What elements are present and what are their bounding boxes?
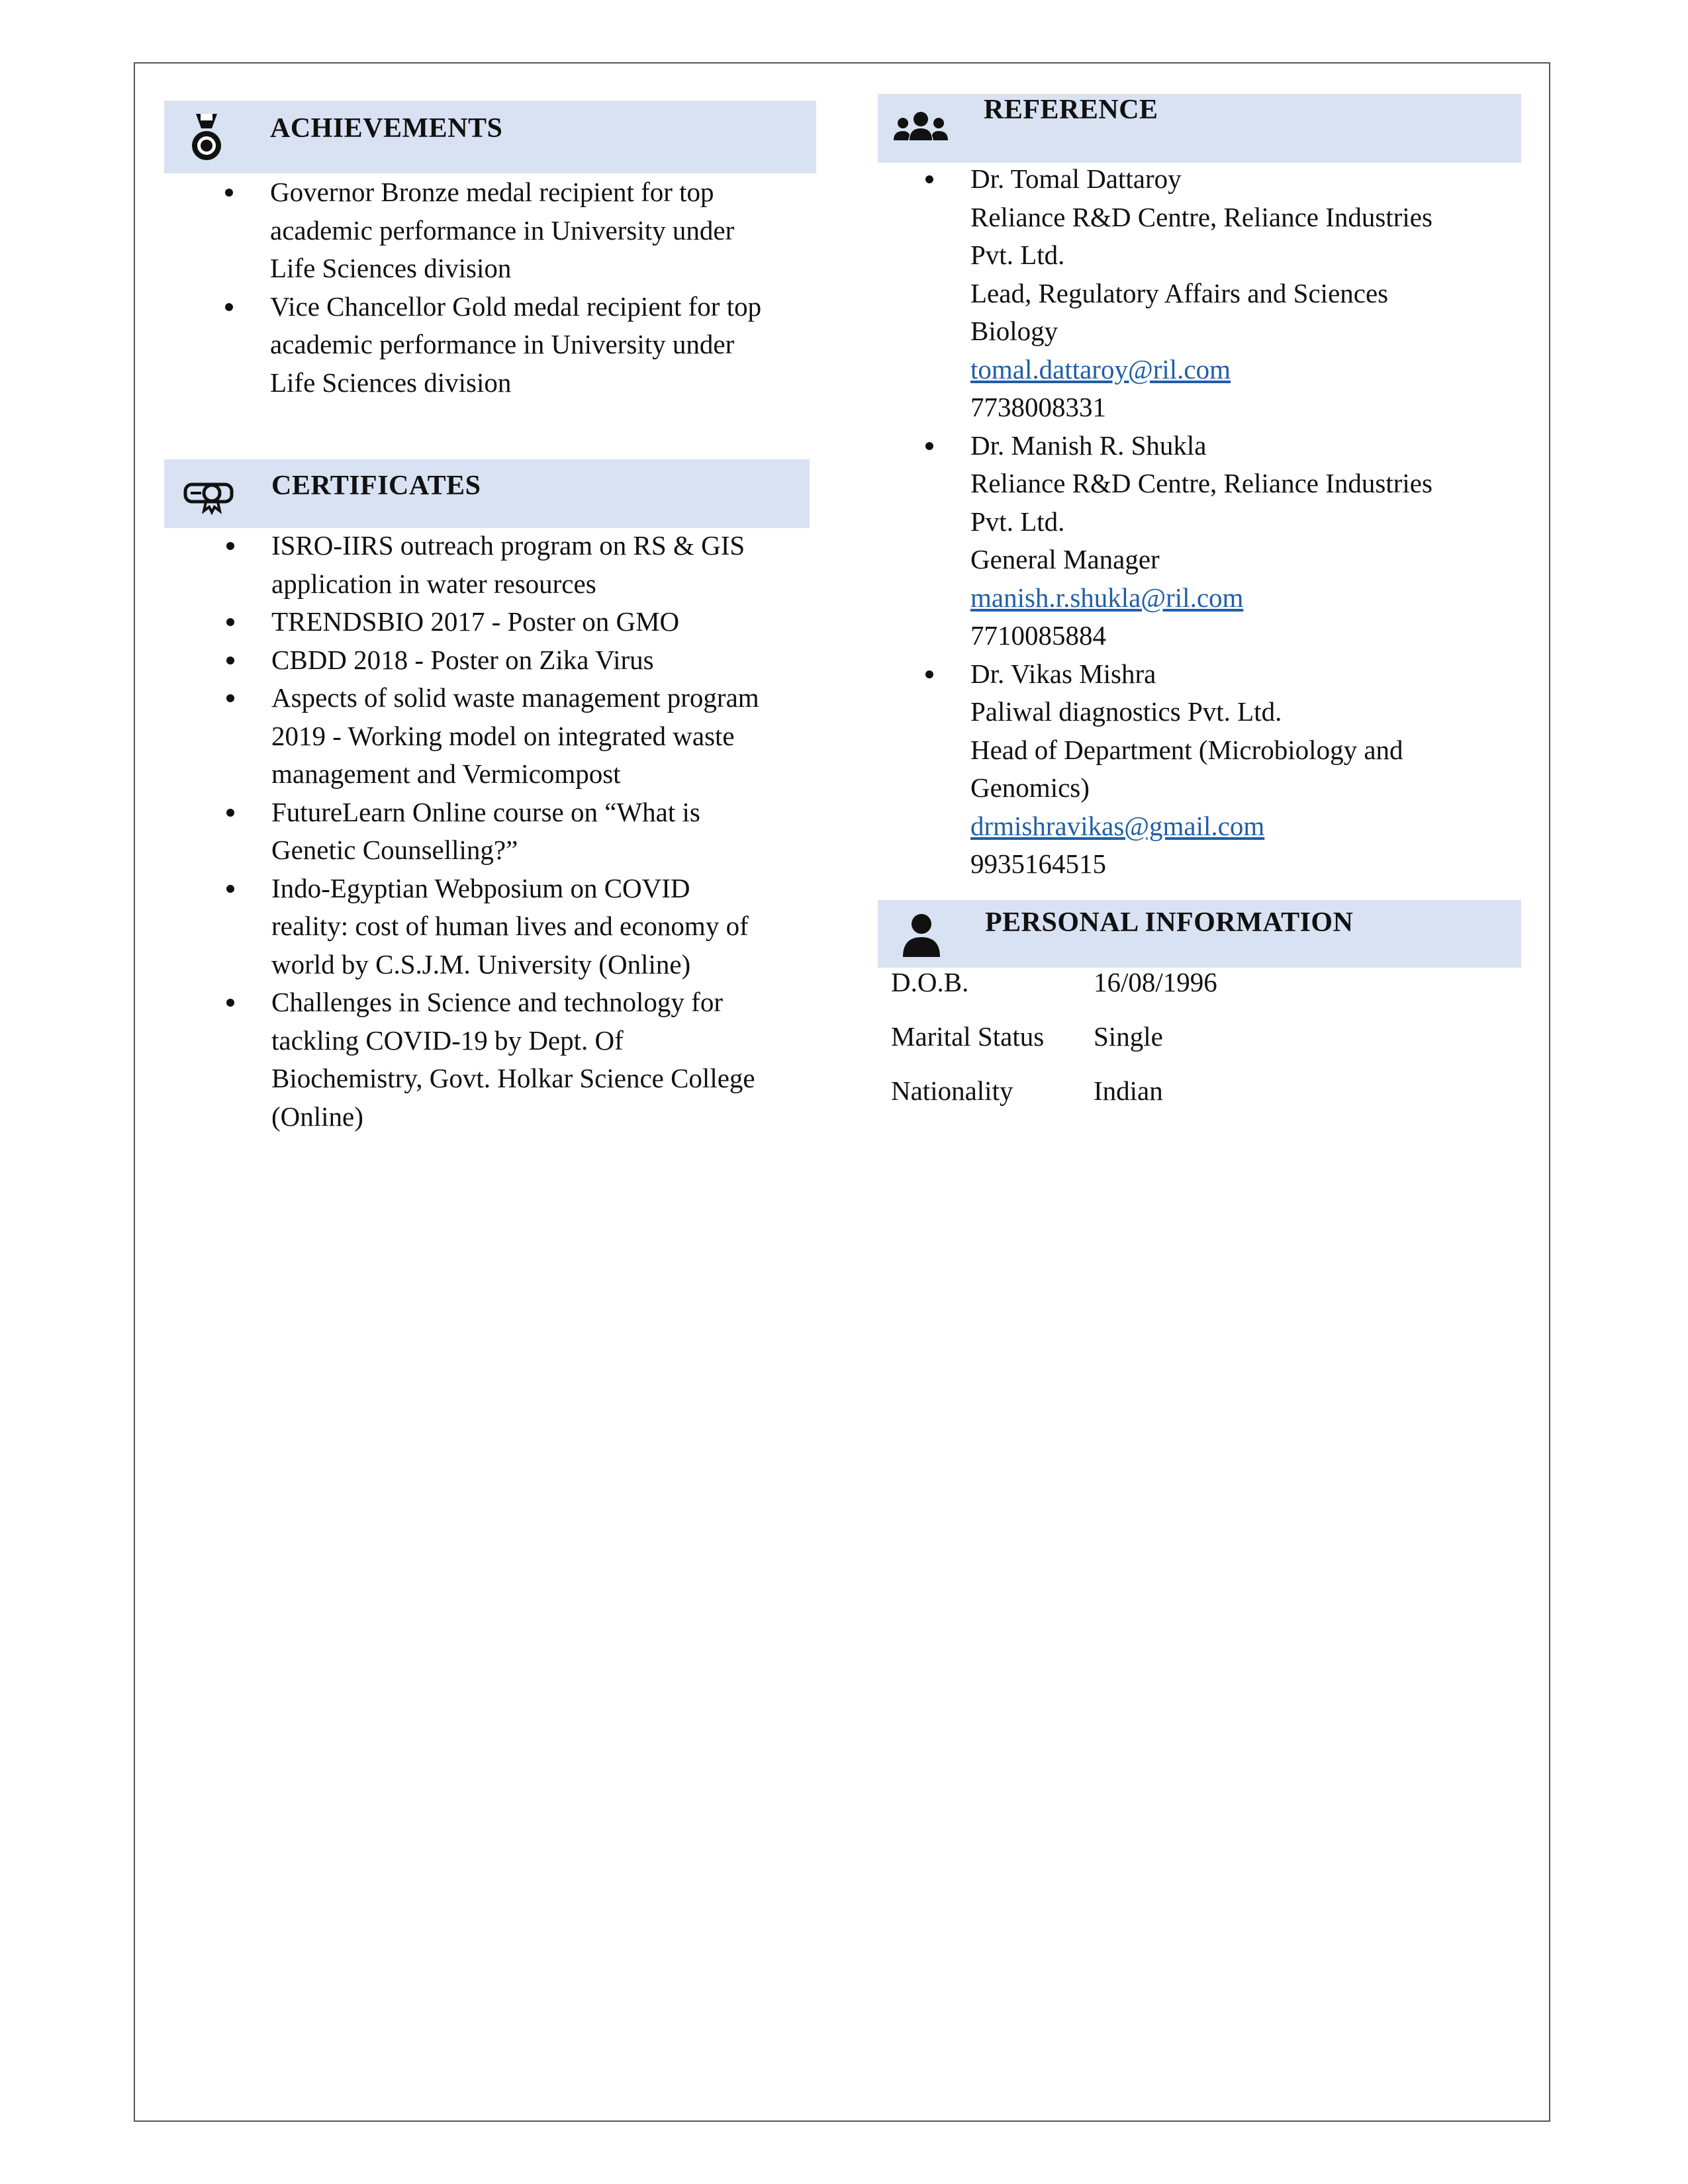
list-item: ISRO-IIRS outreach program on RS & GIS application in water resources (165, 527, 818, 603)
bullet-icon (226, 618, 234, 626)
list-item: Governor Bronze medal recipient for top academic performance in University under Life Sciences division (164, 173, 816, 288)
bullet-icon (226, 657, 234, 664)
list-item: Indo-Egyptian Webposium on COVID reality: cost of human lives and economy of world by C.S.J.M. University (Online) (165, 870, 818, 984)
reference-list (865, 160, 1521, 884)
achievements-list (164, 173, 816, 402)
dob-value: 16/08/1996 (1094, 967, 1217, 997)
table-row (878, 966, 1217, 1021)
table-row (878, 1021, 1217, 1075)
bullet-icon (226, 542, 234, 550)
reference-phone: 9935164515 (970, 848, 1106, 879)
certificates-title: CERTIFICATES (271, 471, 481, 501)
list-item: CBDD 2018 - Poster on Zika Virus (165, 641, 818, 680)
reference-email-link[interactable]: drmishravikas@gmail.com (970, 810, 1265, 841)
personal-info-title: PERSONAL INFORMATION (985, 907, 1354, 938)
reference-name: Dr. Tomal Dattaroy (970, 163, 1182, 194)
reference-email-link[interactable]: tomal.dattaroy@ril.com (970, 353, 1231, 385)
bullet-icon (225, 189, 233, 197)
list-item: TRENDSBIO 2017 - Poster on GMO (165, 603, 818, 641)
list-item: Vice Chancellor Gold medal recipient for top academic performance in University under Life Sciences division (164, 288, 816, 402)
reference-phone: 7738008331 (970, 392, 1106, 422)
bullet-icon (925, 442, 933, 450)
bullet-icon (925, 670, 933, 678)
people-group-icon (891, 99, 947, 156)
reference-item: Dr. Tomal Dattaroy Reliance R&D Centre, Reliance Industries Pvt. Ltd. Lead, Regulatory Affairs and Sciences Biology tomal.dattaroy@ril.com 7738008331 (865, 160, 1521, 427)
personal-info-table (878, 966, 1217, 1129)
list-item: Challenges in Science and technology for tackling COVID-19 by Dept. Of Biochemistry, Govt. Holkar Science College (Online) (165, 983, 818, 1136)
nationality-value: Indian (1094, 1075, 1163, 1106)
bullet-icon (226, 809, 234, 817)
certificates-list (165, 527, 818, 1136)
dob-label: D.O.B. (891, 967, 969, 997)
bullet-icon (226, 885, 234, 893)
reference-phone: 7710085884 (970, 620, 1106, 651)
person-icon (899, 907, 955, 964)
bullet-icon (225, 303, 233, 311)
achievements-title: ACHIEVEMENTS (270, 113, 503, 144)
marital-status-value: Single (1094, 1021, 1163, 1052)
bullet-icon (226, 999, 234, 1007)
certificate-icon (183, 466, 238, 523)
marital-status-label: Marital Status (891, 1021, 1045, 1052)
reference-name: Dr. Manish R. Shukla (970, 430, 1207, 461)
bullet-icon (925, 175, 933, 183)
reference-header (878, 94, 1521, 163)
reference-email-link[interactable]: manish.r.shukla@ril.com (970, 582, 1244, 613)
reference-title: REFERENCE (984, 95, 1158, 125)
medal-icon (179, 109, 234, 165)
certificates-header (164, 459, 810, 528)
nationality-label: Nationality (891, 1075, 1013, 1106)
reference-item: Dr. Manish R. Shukla Reliance R&D Centre, Reliance Industries Pvt. Ltd. General Manager manish.r.shukla@ril.com 7710085884 (865, 427, 1521, 655)
reference-item: Dr. Vikas Mishra Paliwal diagnostics Pvt. Ltd. Head of Department (Microbiology and Genomics) drmishravikas@gmail.com 9935164515 (865, 655, 1521, 884)
reference-name: Dr. Vikas Mishra (970, 658, 1156, 689)
bullet-icon (226, 694, 234, 702)
table-row (878, 1075, 1217, 1129)
list-item: FutureLearn Online course on “What is Genetic Counselling?” (165, 794, 818, 870)
achievements-header (164, 101, 816, 173)
personal-info-header (878, 900, 1521, 968)
list-item: Aspects of solid waste management program 2019 - Working model on integrated waste management and Vermicompost (165, 679, 818, 794)
